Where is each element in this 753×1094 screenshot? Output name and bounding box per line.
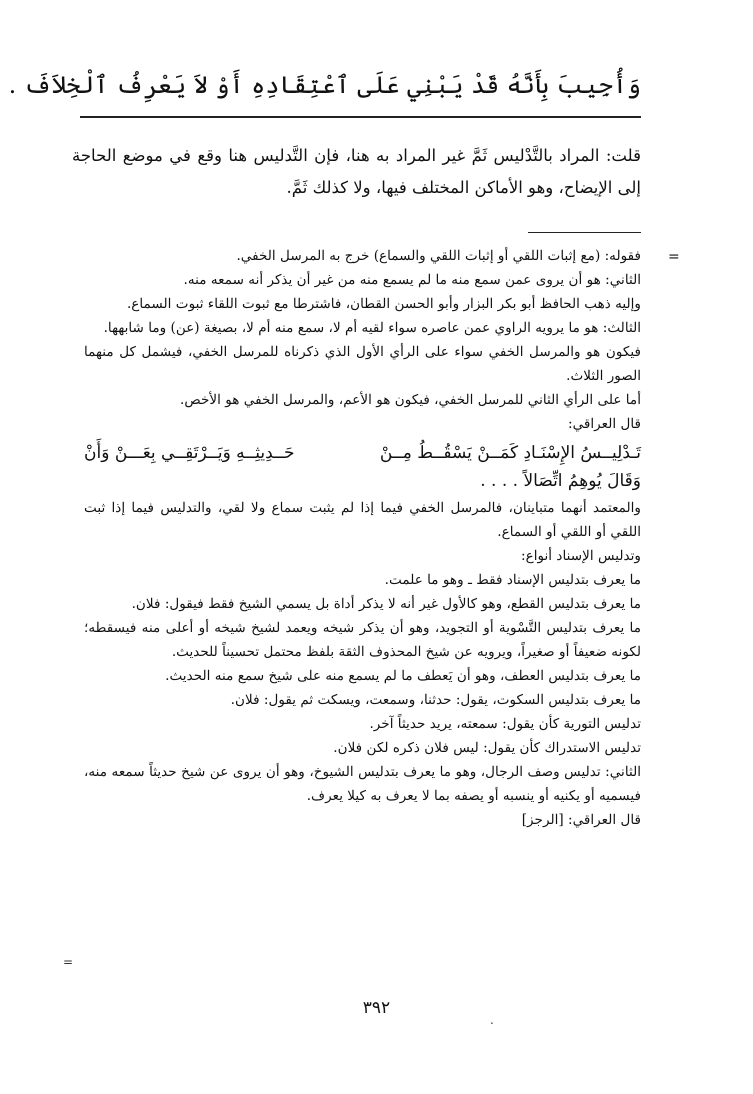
footnote-paragraph: وإليه ذهب الحافظ أبو بكر البزار وأبو الحسن القطان، فاشترطا مع ثبوت اللقاء ثبوت السماع. bbox=[126, 296, 641, 312]
footnote-end-mark: = bbox=[63, 955, 74, 969]
footnote-paragraph: الثاني: هو أن يروى عمن سمع منه ما لم يسمع منه من غير أن يذكر أنه سمعه منه. bbox=[183, 272, 641, 288]
main-text-block bbox=[72, 140, 641, 204]
footnote-paragraph: فقوله: (مع إثبات اللقي أو إثبات اللقي والسماع) خرج به المرسل الخفي. bbox=[236, 248, 641, 264]
footnote-paragraph: الثالث: هو ما يرويه الراوي عمن عاصره سواء لقيه أم لا، سمع منه أم لا، بصيغة (عن) وما شابهها. bbox=[103, 320, 641, 336]
verse-second-hemistich: حَــدِيثِــهِ وَيَــرْتَقِــي بِعَـــنْ وَأَنْ bbox=[84, 443, 295, 463]
header-rule bbox=[80, 116, 641, 118]
header-verse: وَأُجِيبَ بِأَنَّهُ قَدْ يَبْنِي عَلَى ٱعْتِقَادِهِ أَوْ لاَ يَعْرِفُ ٱلْخِلاَفَ . bbox=[8, 71, 641, 99]
footnote-paragraph: والمعتمد أنهما متباينان، فالمرسل الخفي فيما إذا لم يثبت سماع ولا لقي، والتدليس فيما إذا ثبت اللقي أو اللقي أو السماع. bbox=[84, 500, 641, 540]
page-number: ٣٩٢ bbox=[362, 998, 391, 1018]
verse-first-hemistich: تَـدْلِيــسُ الإِسْنَـادِ كَمَــنْ يَسْقُــطُ مِــنْ bbox=[379, 443, 641, 463]
bottom-dot: . bbox=[490, 1013, 494, 1027]
footnote-paragraph: فيكون هو والمرسل الخفي سواء على الرأي الأول الذي ذكرناه للمرسل الخفي، فيشمل كل منهما الصور الثلاث. bbox=[84, 344, 641, 384]
footnote-paragraph: تدليس الاستدراك كأن يقول: ليس فلان ذكره لكن فلان. bbox=[333, 740, 641, 756]
main-paragraph: قلت: المراد بالتَّدْليس ثَمَّ غير المراد به هنا، فإن التَّدليس هنا وقع في موضع الحاجة إلى الإيضاح، وهو الأماكن المختلف فيها، ولا كذلك ثَمَّ. bbox=[72, 146, 641, 197]
footnote-separator bbox=[528, 232, 641, 233]
footnotes-block bbox=[84, 244, 641, 832]
verse-continuation: وَقَالَ يُوهِمُ اتِّصَالاً . . . . bbox=[480, 471, 641, 491]
footnote-paragraph: ما يعرف بتدليس التَّسْوية أو التجويد، وهو أن يذكر شيخه ويعمد لشيخ شيخه أو أعلى منه فيسقطه؛ لكونه ضعيفاً أو صغيراً، ويرويه عن شيخ المحذوف الثقة بلفظ محتمل تحسيناً للحديث. bbox=[84, 620, 641, 660]
footnote-paragraph: ما يعرف بتدليس السكوت، يقول: حدثنا، وسمعت، ويسكت ثم يقول: فلان. bbox=[230, 692, 641, 708]
footnote-paragraph: وتدليس الإسناد أنواع: bbox=[521, 548, 641, 564]
footnote-paragraph: الثاني: تدليس وصف الرجال، وهو ما يعرف بتدليس الشيوخ، وهو أن يروى عن شيخ حديثاً سمعه منه، فيسميه أو يكنيه أو ينسبه أو يصفه بما لا يعرف به كيلا يعرف. bbox=[84, 764, 641, 804]
footnote-paragraph: ما يعرف بتدليس العطف، وهو أن يَعطف ما لم يسمع منه على شيخ سمع منه الحديث. bbox=[165, 668, 641, 684]
footnote-paragraph: ما يعرف بتدليس القطع، وهو كالأول غير أنه لا يذكر أداة بل يسمي الشيخ فقط فيقول: فلان. bbox=[131, 596, 641, 612]
footnote-paragraph: قال العراقي: bbox=[567, 416, 641, 432]
footnote-paragraph: تدليس التورية كأن يقول: سمعته، يريد حديثاً آخر. bbox=[369, 716, 641, 732]
footnote-continuation-mark: = bbox=[668, 249, 680, 265]
footnote-paragraph: أما على الرأي الثاني للمرسل الخفي، فيكون هو الأعم، والمرسل الخفي هو الأخص. bbox=[180, 392, 641, 408]
iraqi-verse bbox=[84, 438, 641, 468]
footnote-paragraph: قال العراقي: [الرجز] bbox=[521, 812, 641, 828]
footnote-paragraph: ما يعرف بتدليس الإسناد فقط ـ وهو ما علمت. bbox=[384, 572, 641, 588]
